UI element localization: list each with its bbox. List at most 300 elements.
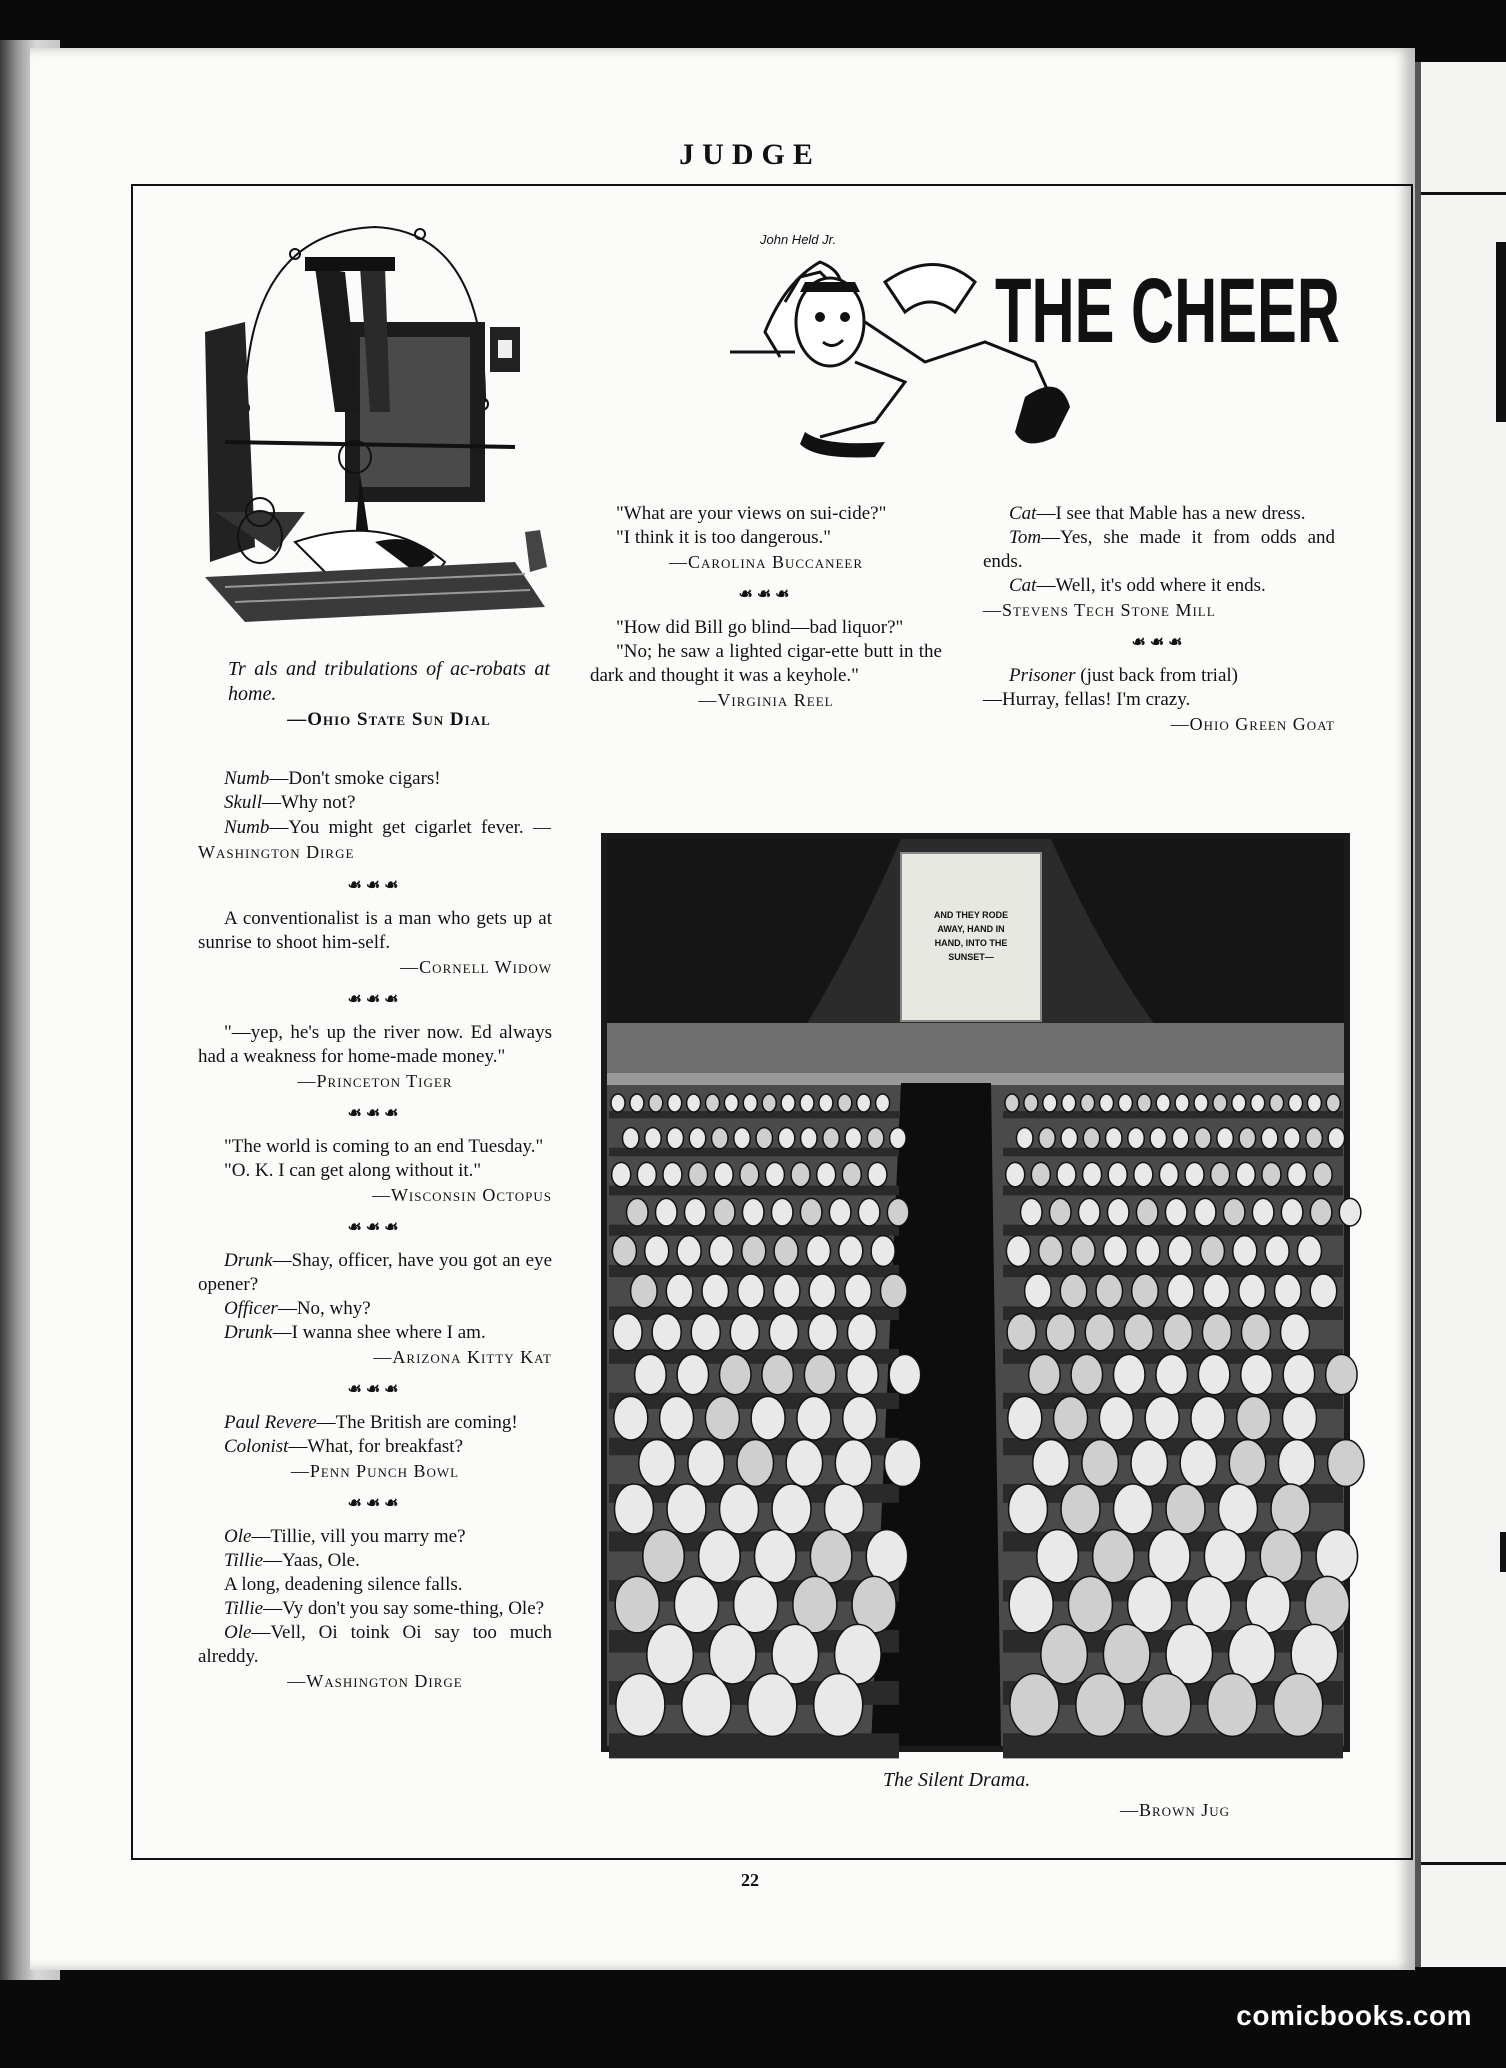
audience-head [1270,1094,1284,1112]
audience-head [800,1094,814,1112]
audience-head [1039,1236,1063,1267]
audience-head [1050,1198,1072,1226]
joke-line: Tillie—Vy don't you say some-thing, Ole? [224,1598,545,1619]
audience-head [887,1198,909,1226]
audience-head [1213,1094,1227,1112]
audience-head [720,1484,759,1534]
audience-head [1128,1128,1145,1149]
audience-head [804,1354,836,1394]
audience-head [1009,1576,1053,1632]
speaker: Paul Revere [224,1412,317,1433]
audience-head [835,1440,872,1487]
speaker: Tillie [224,1550,264,1571]
audience-head [667,1128,684,1149]
audience-head [1046,1314,1075,1351]
joke-source: —Cornell Widow [400,957,552,977]
audience-head [1283,1354,1315,1394]
audience-head [668,1094,682,1112]
audience-head [838,1094,852,1112]
audience-head [1313,1162,1332,1186]
audience-head [1131,1440,1168,1487]
audience-head [1271,1484,1310,1534]
audience-head [1316,1530,1357,1583]
joke-source: —Princeton Tiger [297,1071,453,1091]
audience-head [1062,1094,1076,1112]
speaker: Colonist [224,1436,289,1457]
silent-drama-source: —Brown Jug [1120,1800,1231,1820]
audience-head [1103,1624,1149,1684]
audience-head [691,1314,720,1351]
audience-head [612,1236,636,1267]
joke-item: Numb—Don't smoke cigars! Skull—Why not? Numb—You might get cigarlet fever. —Washington Dirge [198,768,552,862]
audience-head [1159,1162,1178,1186]
audience-head [765,1162,784,1186]
audience-head [627,1198,649,1226]
audience-head [769,1314,798,1351]
audience-head [751,1396,785,1440]
facing-page-rule-bottom [1421,1862,1506,1865]
audience-head [829,1198,851,1226]
audience-head [1339,1198,1361,1226]
audience-head [635,1354,667,1394]
header-signature: John Held Jr. [760,232,837,247]
seat-row [1003,1111,1343,1118]
audience-head [1145,1396,1179,1440]
audience-head [1114,1484,1153,1534]
audience-head [1009,1484,1048,1534]
audience-head [1282,1396,1316,1440]
audience-head [1172,1128,1189,1149]
audience-head [762,1094,776,1112]
audience-head [639,1440,676,1487]
audience-head [742,1198,764,1226]
joke-line: —Hurray, fellas! I'm crazy. [983,689,1191,710]
joke-line: "How did Bill go blind—bad liquor?" [616,617,904,638]
joke-source: —Washington Dirge [198,817,552,862]
audience-head [771,1198,793,1226]
audience-head [868,1162,887,1186]
audience-head [1223,1198,1245,1226]
audience-head [1265,1236,1289,1267]
audience-head [1261,1128,1278,1149]
joke-source: —Virginia Reel [698,690,834,710]
running-head: JUDGE [679,138,821,171]
acrobat-caption: Tr als and tribulations of ac-robats at home. [228,658,550,705]
audience-head [809,1274,836,1308]
audience-head [652,1314,681,1351]
audience-head [1165,1198,1187,1226]
audience-head [1025,1274,1052,1308]
audience-head [1137,1094,1151,1112]
audience-head [858,1198,880,1226]
audience-head [1085,1314,1114,1351]
audience-head [1237,1396,1271,1440]
joke-item [590,616,942,712]
audience-head [1113,1354,1145,1394]
audience-head [1229,1440,1266,1487]
audience-head [819,1094,833,1112]
speaker: Numb [224,768,270,789]
audience-head [1016,1128,1033,1149]
audience-head [1106,1128,1123,1149]
joke-line: Tillie—Yaas, Ole. [224,1550,360,1571]
audience-head [847,1314,876,1351]
joke-line: "What are your views on sui-cide?" [616,503,887,524]
audience-head [742,1236,766,1267]
audience-head [1128,1576,1172,1632]
audience-head [689,1162,708,1186]
audience-head [1328,1440,1365,1487]
audience-head [705,1094,719,1112]
facing-page-mark [1496,242,1506,422]
seat-row [609,1111,899,1118]
audience-head [666,1274,693,1308]
audience-head [614,1396,648,1440]
joke-source: —Carolina Buccaneer [668,552,864,572]
joke-line: "O. K. I can get along without it." [224,1160,482,1181]
audience-head [1274,1274,1301,1308]
audience-head [1083,1162,1102,1186]
joke-item [198,1411,552,1483]
joke-item [198,1021,552,1093]
audience-head [622,1128,639,1149]
audience-head [756,1128,773,1149]
audience-head [1134,1162,1153,1186]
audience-head [1281,1314,1310,1351]
left-column [198,767,552,1693]
audience-head [1076,1674,1125,1737]
joke-item [198,907,552,979]
audience-head [1041,1624,1087,1684]
audience-head [1203,1274,1230,1308]
audience-head [1099,1396,1133,1440]
audience-head [1195,1128,1212,1149]
middle-column [590,502,942,712]
audience-head [1142,1674,1191,1737]
audience-head [724,1094,738,1112]
joke-item [198,1249,552,1369]
audience-head [1217,1128,1234,1149]
audience-head [1150,1128,1167,1149]
audience-head [643,1530,684,1583]
audience-head [866,1530,907,1583]
joke-line: Drunk—Shay, officer, have you got an eye opener? [198,1250,552,1295]
speaker: Ole [224,1526,252,1547]
audience-head [1005,1094,1019,1112]
audience-head [709,1624,755,1684]
audience-head [1156,1094,1170,1112]
audience-head [1099,1094,1113,1112]
audience-head [719,1354,751,1394]
joke-source: —Wisconsin Octopus [371,1185,552,1205]
audience-head [1060,1274,1087,1308]
joke-source: —Washington Dirge [287,1671,463,1691]
joke-source: —Penn Punch Bowl [290,1461,460,1481]
audience-head [709,1236,733,1267]
audience-head [845,1274,872,1308]
joke-item [198,1525,552,1693]
joke-line: "No; he saw a lighted cigar-ette butt in the dark and thought it was a keyhole." [590,641,942,686]
audience-head [737,1440,774,1487]
joke-line: A long, deadening silence falls. [224,1574,463,1595]
audience-head [1175,1094,1189,1112]
audience-head [1107,1198,1129,1226]
audience-head [880,1274,907,1308]
speaker: Cat [1009,503,1037,524]
audience-head [687,1094,701,1112]
audience-head [825,1484,864,1534]
audience-head [1239,1128,1256,1149]
audience-head [645,1236,669,1267]
joke-line: Drunk—I wanna shee where I am. [224,1322,486,1343]
seat-row [1003,1580,1343,1601]
joke-line: Officer—No, why? [224,1298,371,1319]
audience-head [1284,1128,1301,1149]
audience-head [1198,1354,1230,1394]
separator-ornament: ☙☙☙ [1131,634,1187,651]
audience-head [1251,1094,1265,1112]
audience-head [778,1128,795,1149]
audience-head [1204,1530,1245,1583]
audience-head [781,1094,795,1112]
audience-head [1306,1128,1323,1149]
audience-head [823,1128,840,1149]
speaker: Cat [1009,575,1037,596]
facing-page-mark-small [1500,1532,1506,1572]
audience-head [699,1530,740,1583]
audience-head [814,1674,863,1737]
acrobat-cartoon-illustration [185,212,550,637]
audience-head [1024,1094,1038,1112]
audience-head [1068,1576,1112,1632]
audience-head [1241,1314,1270,1351]
audience-head [615,1576,659,1632]
audience-head [649,1094,663,1112]
audience-head [1071,1354,1103,1394]
audience-head [810,1530,851,1583]
audience-head [871,1236,895,1267]
audience-head [774,1236,798,1267]
audience-head [806,1236,830,1267]
audience-head [762,1354,794,1394]
audience-head [773,1274,800,1308]
audience-head [1297,1236,1321,1267]
audience-head [1219,1484,1258,1534]
audience-head [734,1128,751,1149]
joke-line: Tom—Yes, she made it from odds and ends. [983,527,1335,572]
audience-head [1208,1674,1257,1737]
audience-head [797,1396,831,1440]
audience-head [702,1274,729,1308]
audience-head [1310,1274,1337,1308]
audience-head [1166,1484,1205,1534]
audience-head [1167,1274,1194,1308]
audience-head [1007,1314,1036,1351]
speaker: Drunk [224,1250,273,1271]
audience-head [876,1094,890,1112]
audience-head [684,1198,706,1226]
audience-head [615,1484,654,1534]
joke-line: "I think it is too dangerous." [616,527,831,548]
audience-head [677,1354,709,1394]
audience-head [889,1354,921,1394]
speaker: Tillie [224,1598,264,1619]
audience-head [1310,1198,1332,1226]
speaker: Numb [224,817,270,838]
audience-head [1124,1314,1153,1351]
joke-item [983,502,1335,622]
joke-line: A conventionalist is a man who gets up at sunrise to shoot him-self. [198,908,552,953]
separator-ornament: ☙☙☙ [347,1219,403,1236]
audience-head [1200,1236,1224,1267]
joke-item [590,502,942,574]
audience-head [1093,1530,1134,1583]
audience-head [1033,1440,1070,1487]
header-title: THE CHEER [995,260,1340,362]
audience-head [847,1354,879,1394]
audience-head [842,1162,861,1186]
joke-line: Ole—Tillie, vill you marry me? [224,1526,466,1547]
acrobat-caption-block [228,657,550,732]
audience-head [1108,1162,1127,1186]
audience-head [1307,1094,1321,1112]
separator-ornament: ☙☙☙ [347,1381,403,1398]
speaker: Prisoner [1009,665,1076,686]
audience-head [1061,1128,1078,1149]
audience-head [1288,1162,1307,1186]
audience-head [1043,1094,1057,1112]
audience-head [801,1128,818,1149]
audience-head [1010,1674,1059,1737]
audience-head [1239,1274,1266,1308]
joke-line: Cat—Well, it's odd where it ends. [1009,575,1266,596]
audience-head [1211,1162,1230,1186]
audience-head [656,1198,678,1226]
audience-head [1136,1198,1158,1226]
audience-head [1328,1128,1345,1149]
seat-row [609,1186,899,1196]
audience-head [645,1128,662,1149]
screen-text-line: AWAY, HAND IN [937,924,1005,934]
audience-head [674,1576,718,1632]
audience-head [1180,1440,1217,1487]
audience-head [738,1274,765,1308]
audience-head [1288,1094,1302,1112]
audience-head [1168,1236,1192,1267]
audience-head [1029,1354,1061,1394]
audience-head [1241,1354,1273,1394]
audience-head [611,1094,625,1112]
audience-head [1136,1236,1160,1267]
joke-line: Ole—Vell, Oi toink Oi say too much alreddy. [198,1622,552,1667]
audience-head [616,1674,665,1737]
speaker: Tom [1009,527,1042,548]
right-column [983,502,1335,736]
joke-line: Colonist—What, for breakfast? [224,1436,464,1457]
audience-head [1326,1094,1340,1112]
watermark: comicbooks.com [1236,2000,1472,2031]
audience-head [1281,1198,1303,1226]
separator-ornament: ☙☙☙ [347,1105,403,1122]
audience-head [1037,1530,1078,1583]
joke-line: Cat—I see that Mable has a new dress. [1009,503,1306,524]
the-cheer-header-illustration [725,222,1355,472]
screen-text-line: AND THEY RODE [933,910,1009,920]
audience-head [1132,1274,1159,1308]
joke-line: "The world is coming to an end Tuesday." [224,1136,544,1157]
silent-drama-illustration [601,833,1350,1752]
audience-head [714,1162,733,1186]
audience-head [1021,1198,1043,1226]
audience-head [1191,1396,1225,1440]
audience-head [660,1396,694,1440]
audience-head [1260,1530,1301,1583]
audience-head [667,1484,706,1534]
audience-head [631,1274,658,1308]
audience-head [843,1396,877,1440]
joke-source: —Arizona Kitty Kat [373,1347,552,1367]
audience-head [1326,1354,1358,1394]
audience-head [1232,1094,1246,1112]
audience-head [884,1440,921,1487]
audience-head [1252,1198,1274,1226]
audience-head [817,1162,836,1186]
audience-head [1202,1314,1231,1351]
audience-head [630,1094,644,1112]
audience-head [1054,1396,1088,1440]
audience-head [890,1128,907,1149]
page-number: 22 [741,1870,759,1890]
audience-head [1031,1162,1050,1186]
separator-ornament: ☙☙☙ [347,877,403,894]
audience-head [786,1440,823,1487]
speaker: Skull [224,792,262,813]
audience-head [857,1094,871,1112]
audience-head [647,1624,693,1684]
audience-head [1061,1484,1100,1534]
audience-head [637,1162,656,1186]
speaker: Ole [224,1622,252,1643]
audience-head [612,1162,631,1186]
audience-head [1185,1162,1204,1186]
separator-ornament: ☙☙☙ [347,1495,403,1512]
audience-head [1233,1236,1257,1267]
joke-source: —Ohio Green Goat [1170,714,1335,734]
audience-head [1156,1354,1188,1394]
joke-line: Paul Revere—The British are coming! [224,1412,518,1433]
joke-line: Prisoner (just back from trial) [1009,665,1239,686]
audience-head [712,1128,729,1149]
audience-head [740,1162,759,1186]
audience-head [1071,1236,1095,1267]
audience-head [743,1094,757,1112]
screen-text-line: SUNSET— [948,952,994,962]
audience-head [748,1674,797,1737]
speaker: Drunk [224,1322,273,1343]
audience-head [713,1198,735,1226]
audience-head [1118,1094,1132,1112]
audience-head [755,1530,796,1583]
audience-head [1083,1128,1100,1149]
audience-head [1006,1162,1025,1186]
audience-head [845,1128,862,1149]
audience-head [677,1236,701,1267]
audience-head [1262,1162,1281,1186]
audience-head [1006,1236,1030,1267]
audience-head [1008,1396,1042,1440]
audience-head [1082,1440,1119,1487]
seat-row [1003,1186,1343,1196]
